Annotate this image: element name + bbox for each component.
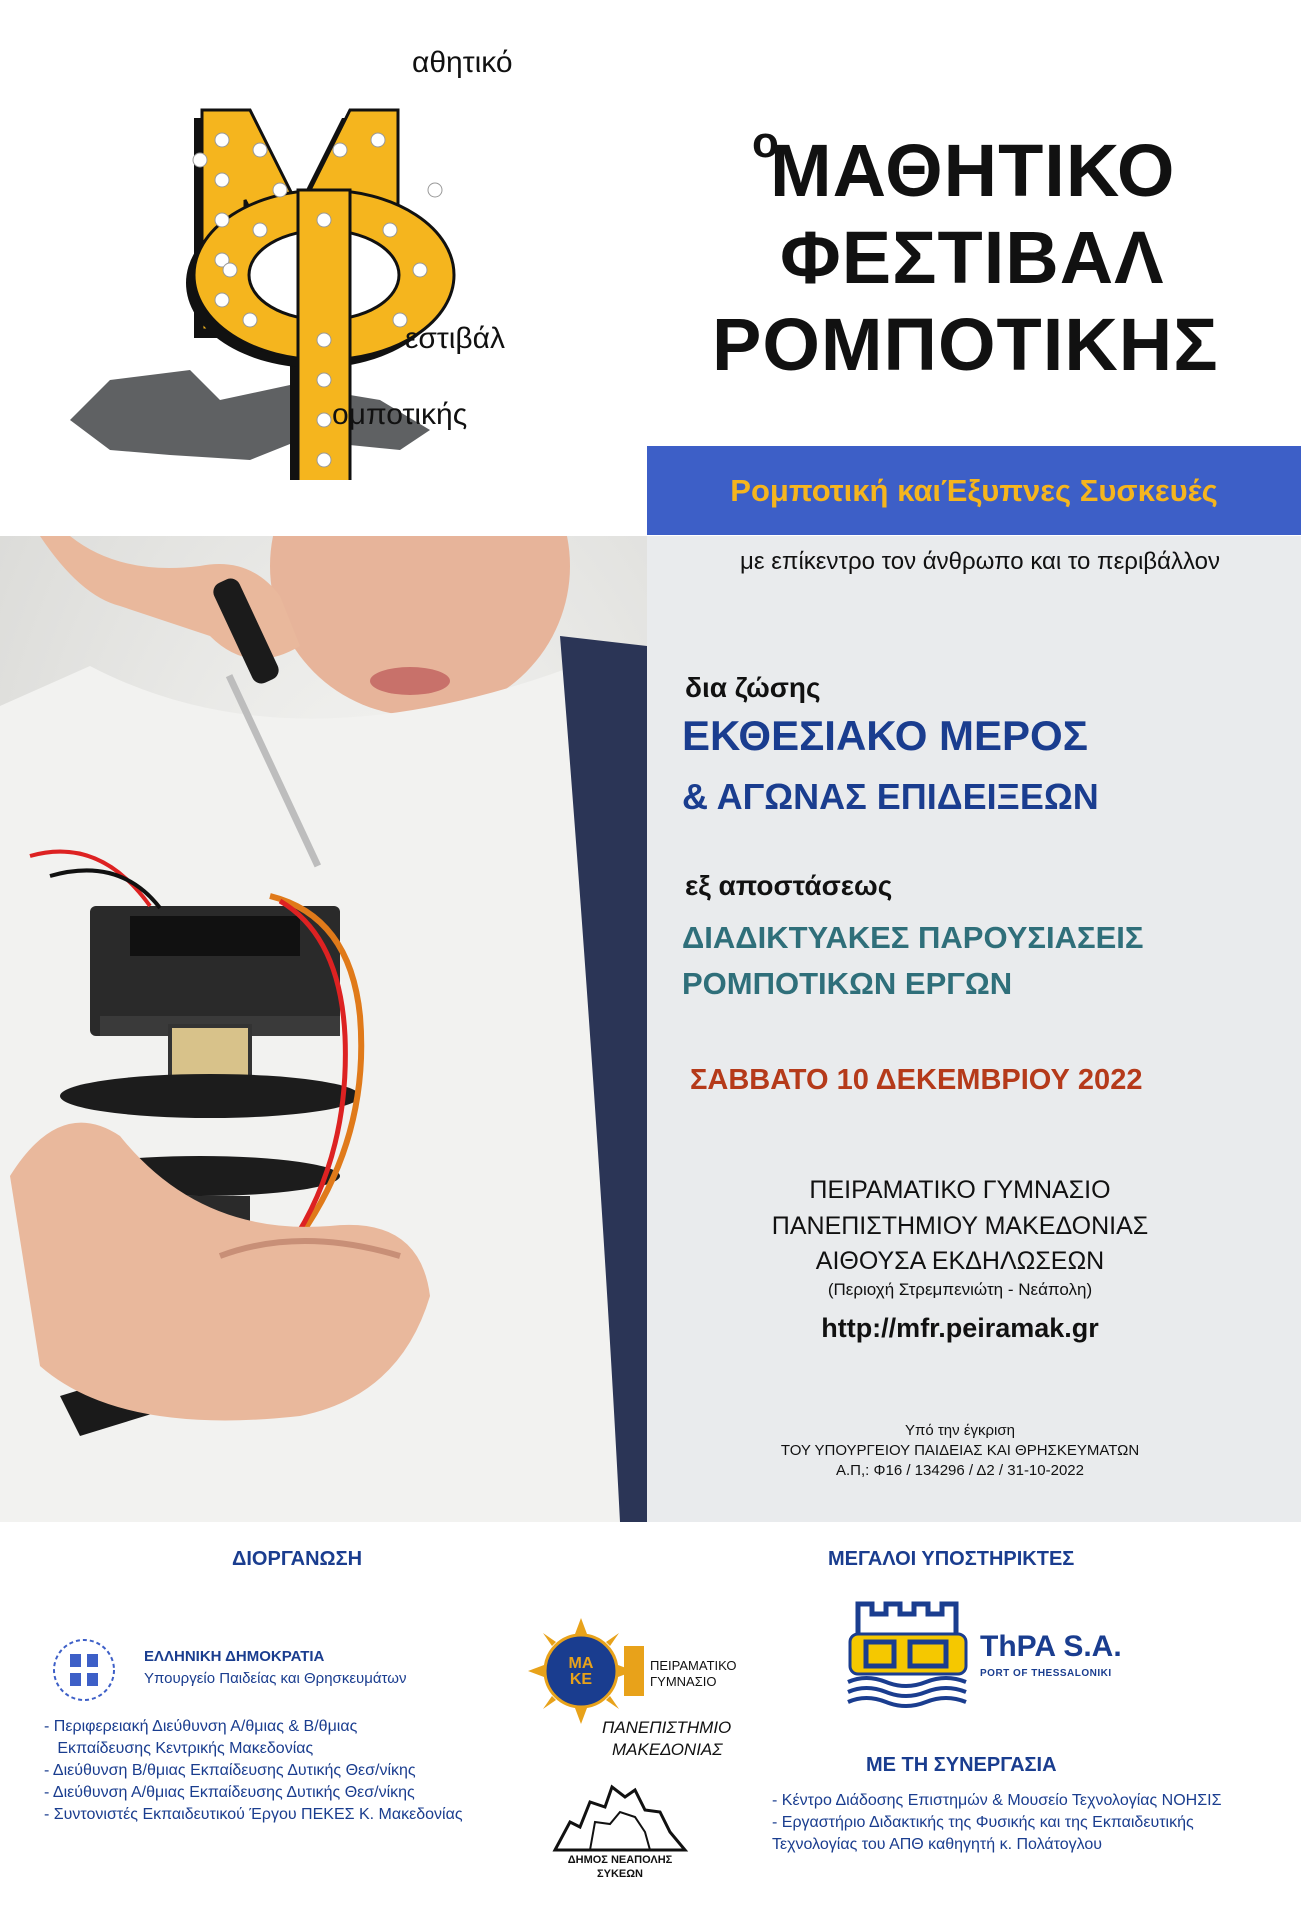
remote-label: εξ αποστάσεως <box>685 870 893 901</box>
castle-icon <box>550 1782 690 1852</box>
website-url[interactable]: http://mfr.peiramak.gr <box>821 1313 1099 1343</box>
list-item: - Διεύθυνση Α/θμιας Εκπαίδευσης Δυτικής Θεσ/νίκης <box>44 1784 415 1801</box>
school-name-2: ΓΥΜΝΑΣΙΟ <box>650 1674 717 1689</box>
organization-heading: ΔΙΟΡΓΑΝΩΣΗ <box>232 1548 363 1570</box>
port-emblem-icon <box>846 1594 976 1714</box>
theme-banner <box>647 446 1301 535</box>
logo-line-1: αθητικό <box>412 46 513 79</box>
venue-area: (Περιοχή Στρεμπενιώτη - Νεάπολη) <box>827 1280 1093 1299</box>
collaboration-heading: ΜΕ ΤΗ ΣΥΝΕΡΓΑΣΙΑ <box>866 1754 1057 1776</box>
live-line-1: ΕΚΘΕΣΙΑΚΟ ΜΕΡΟΣ <box>682 712 1088 759</box>
organization-list <box>44 1716 463 1826</box>
school-logo <box>526 1616 756 1766</box>
logo-line-3: ομποτικής <box>332 398 468 431</box>
title-line-2: ΦΕΣΤΙΒΑΛ <box>780 216 1165 299</box>
list-item: - Κέντρο Διάδοσης Επιστημών & Μουσείο Τεχνολογίας ΝΟΗΣΙΣ <box>772 1792 1222 1809</box>
ministry-name: ΕΛΛΗΝΙΚΗ ΔΗΜΟΚΡΑΤΙΑ <box>144 1648 325 1665</box>
sponsors-heading: ΜΕΓΑΛΟΙ ΥΠΟΣΤΗΡΙΚΤΕΣ <box>828 1548 1075 1570</box>
title-line-3: ΡΟΜΠΟΤΙΚΗΣ <box>712 303 1219 386</box>
ministry-sub: Υπουργείο Παιδείας και Θρησκευμάτων <box>144 1670 407 1687</box>
list-item: Τεχνολογίας του ΑΠΘ καθηγητή κ. Πολάτογλου <box>772 1836 1103 1853</box>
thpa-name: ThPA S.A. <box>980 1630 1122 1663</box>
subtheme-text: με επίκεντρο τον άνθρωπο και το περιβάλλον <box>740 548 1220 575</box>
school-name-1: ΠΕΙΡΑΜΑΤΙΚΟ <box>650 1658 737 1673</box>
university-name-2: ΜΑΚΕΔΟΝΙΑΣ <box>612 1740 723 1759</box>
municipality-line-2: ΣΥΚΕΩΝ <box>597 1868 643 1880</box>
approval-line-3: Α.Π,: Φ16 / 134296 / Δ2 / 31-10-2022 <box>836 1462 1084 1479</box>
photo-illustration <box>0 536 647 1522</box>
remote-line-1: ΔΙΑΔΙΚΤΥΑΚΕΣ ΠΑΡΟΥΣΙΑΣΕΙΣ <box>682 920 1144 955</box>
robot-photo <box>0 536 647 1522</box>
venue-line-1: ΠΕΙΡΑΜΑΤΙΚΟ ΓΥΜΝΑΣΙΟ <box>809 1176 1111 1204</box>
school-badge-text: ΜΑ ΚΕ <box>568 1655 594 1688</box>
list-item: Εκπαίδευσης Κεντρικής Μακεδονίας <box>44 1740 314 1757</box>
logo-graphic <box>50 40 610 480</box>
venue-line-2: ΠΑΝΕΠΙΣΤΗΜΙΟΥ ΜΑΚΕΔΟΝΙΑΣ <box>771 1212 1149 1240</box>
live-label: δια ζώσης <box>685 672 821 703</box>
festival-logo <box>50 40 610 480</box>
approval-line-2: ΤΟΥ ΥΠΟΥΡΓΕΙΟΥ ΠΑΙΔΕΙΑΣ ΚΑΙ ΘΡΗΣΚΕΥΜΑΤΩΝ <box>780 1442 1140 1459</box>
approval-line-1: Υπό την έγκριση <box>905 1422 1015 1439</box>
venue-line-3: ΑΙΘΟΥΣΑ ΕΚΔΗΛΩΣΕΩΝ <box>815 1247 1105 1275</box>
live-line-2: & ΑΓΩΝΑΣ ΕΠΙΔΕΙΞΕΩΝ <box>682 776 1099 817</box>
remote-line-2: ΡΟΜΠΟΤΙΚΩΝ ΕΡΓΩΝ <box>682 966 1013 1001</box>
theme-text: Ρομποτική καιΈξυπνες Συσκευές <box>730 472 1218 508</box>
thpa-sub: PORT OF THESSALONIKI <box>980 1668 1112 1679</box>
title-line-1: ΜΑΘΗΤΙΚΟ <box>770 129 1176 212</box>
municipality-line-1: ΔΗΜΟΣ ΝΕΑΠΟΛΗΣ <box>567 1854 673 1866</box>
logo-line-2: εστιβάλ <box>405 322 506 355</box>
collaboration-list <box>772 1790 1221 1856</box>
greek-emblem-icon <box>52 1638 116 1702</box>
title-superscript: ο <box>752 118 779 167</box>
list-item: - Διεύθυνση Β/θμιας Εκπαίδευσης Δυτικής Θεσ/νίκης <box>44 1762 416 1779</box>
event-date: ΣΑΒΒΑΤΟ 10 ΔΕΚΕΜΒΡΙΟΥ 2022 <box>690 1064 1143 1096</box>
list-item: - Συντονιστές Εκπαιδευτικού Έργου ΠΕΚΕΣ Κ. Μακεδονίας <box>44 1806 463 1823</box>
list-item: - Εργαστήριο Διδακτικής της Φυσικής και της Εκπαιδευτικής <box>772 1814 1194 1831</box>
university-name-1: ΠΑΝΕΠΙΣΤΗΜΙΟ <box>602 1718 732 1737</box>
municipality-logo <box>540 1782 700 1882</box>
thpa-logo <box>846 1594 1146 1714</box>
tower-icon <box>624 1646 644 1696</box>
list-item: - Περιφερειακή Διεύθυνση Α/θμιας & Β/θμιας <box>44 1718 358 1735</box>
